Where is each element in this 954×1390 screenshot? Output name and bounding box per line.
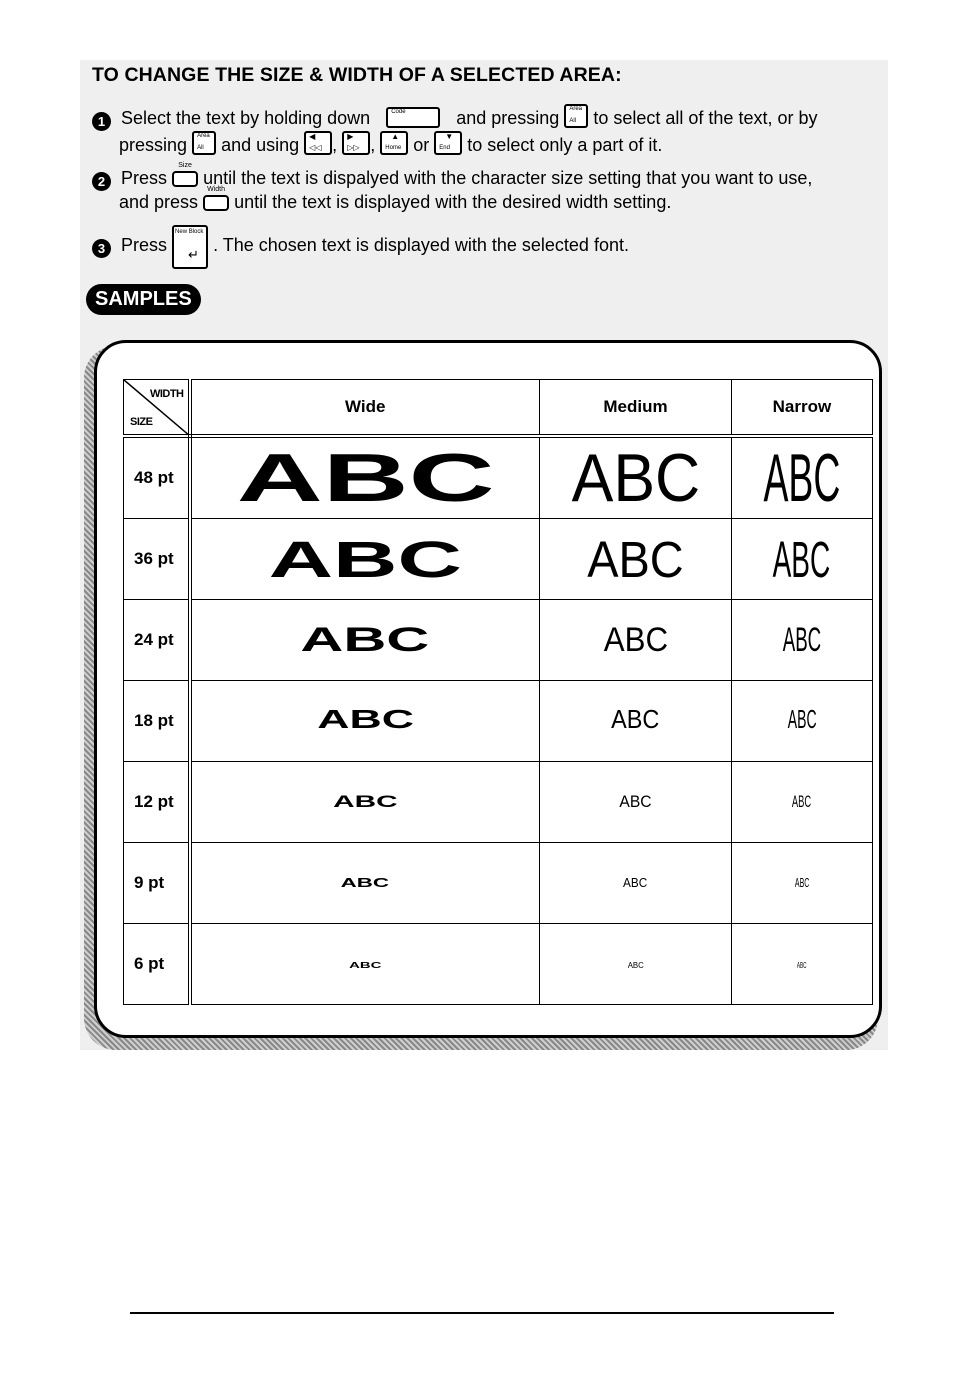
left-arrow-key-icon: ◀ ◁◁ (304, 131, 332, 155)
step-1-or: or (413, 135, 430, 155)
medium-sample-text: ABC (603, 621, 668, 659)
wide-cell (190, 681, 540, 762)
corner-size-label: SIZE (130, 416, 153, 428)
row-size-label: 6 pt (124, 924, 190, 1005)
narrow-cell (732, 924, 873, 1005)
narrow-cell (732, 762, 873, 843)
medium-cell (540, 843, 732, 924)
narrow-sample-text: ABC (763, 440, 841, 516)
row-size-label: 18 pt (124, 681, 190, 762)
table-row (124, 519, 873, 600)
step-2-line-2 (119, 186, 672, 214)
column-header-narrow: Narrow (732, 380, 873, 437)
step-number-1: 1 (92, 112, 111, 131)
medium-sample-text: ABC (611, 706, 660, 735)
wide-sample-text: ABC (300, 621, 430, 659)
medium-cell (540, 681, 732, 762)
size-key-icon (172, 171, 198, 187)
medium-sample-text: ABC (619, 791, 652, 811)
narrow-sample-text: ABC (792, 791, 812, 811)
table-row (124, 436, 873, 519)
step-2-text-c: and press (119, 192, 199, 212)
table-row (124, 681, 873, 762)
step-1-line-2: pressing Area All and using ◀ ◁◁ , ▶ ▷▷ , ▲ Home or ▼ End to select only a part of it. (119, 132, 663, 155)
medium-cell (540, 924, 732, 1005)
step-3-text-b: . The chosen text is displayed with the selected font. (213, 235, 629, 255)
table-row (124, 843, 873, 924)
step-2 (92, 162, 813, 191)
table-row (124, 924, 873, 1005)
narrow-cell (732, 843, 873, 924)
row-size-label: 9 pt (124, 843, 190, 924)
wide-cell (190, 519, 540, 600)
code-key-icon: Code (386, 107, 440, 128)
step-2-text-b: until the text is dispalyed with the character size setting that you want to use, (203, 168, 813, 188)
wide-sample-text: ABC (341, 875, 390, 890)
step-3-text-a: Press (121, 235, 168, 255)
step-1-text-d: pressing (119, 135, 188, 155)
wide-cell (190, 843, 540, 924)
area-all-key-icon: Area All (564, 104, 588, 128)
narrow-cell (732, 681, 873, 762)
wide-cell (190, 436, 540, 519)
wide-sample-text: ABC (236, 440, 495, 516)
size-key (172, 162, 198, 190)
narrow-sample-text: ABC (794, 875, 810, 890)
medium-cell (540, 600, 732, 681)
narrow-cell (732, 436, 873, 519)
new-block-key-icon: New Block ↵ (172, 225, 208, 269)
wide-cell (190, 924, 540, 1005)
footer-rule (130, 1312, 834, 1314)
row-size-label: 36 pt (124, 519, 190, 600)
medium-sample-text: ABC (587, 530, 684, 588)
up-arrow-key-icon: ▲ Home (380, 131, 408, 155)
corner-width-label: WIDTH (149, 388, 184, 400)
narrow-sample-text: ABC (773, 530, 831, 588)
row-size-label: 12 pt (124, 762, 190, 843)
samples-badge: SAMPLES (86, 284, 201, 315)
narrow-cell (732, 600, 873, 681)
size-key-label: Size (178, 162, 192, 169)
down-arrow-key-icon: ▼ End (434, 131, 462, 155)
wide-cell (190, 600, 540, 681)
step-1 (92, 104, 817, 131)
wide-sample-text: ABC (349, 960, 382, 970)
narrow-sample-text: ABC (782, 621, 822, 659)
area-all-key-icon-2: Area All (192, 131, 216, 155)
step-2-text-d: until the text is displayed with the desired width setting. (234, 192, 672, 212)
narrow-cell (732, 519, 873, 600)
table-row (124, 600, 873, 681)
row-size-label: 48 pt (124, 436, 190, 519)
medium-sample-text: ABC (627, 960, 644, 970)
medium-sample-text: ABC (623, 875, 648, 890)
step-3 (92, 225, 629, 269)
width-key-icon (203, 195, 229, 211)
step-1-text-b: and pressing (456, 108, 560, 128)
width-key-label: Width (207, 186, 226, 193)
narrow-sample-text: ABC (787, 706, 817, 735)
step-1-text-f: to select only a part of it. (467, 135, 663, 155)
step-1-text-a: Select the text by holding down (121, 108, 371, 128)
column-header-medium: Medium (540, 380, 732, 437)
section-heading: TO CHANGE THE SIZE & WIDTH OF A SELECTED AREA: (92, 64, 622, 86)
medium-cell (540, 519, 732, 600)
wide-cell (190, 762, 540, 843)
column-header-wide: Wide (190, 380, 540, 437)
step-2-text-a: Press (121, 168, 168, 188)
table-row (124, 762, 873, 843)
wide-sample-text: ABC (316, 706, 414, 735)
step-1-text-c: to select all of the text, or by (593, 108, 818, 128)
narrow-sample-text: ABC (797, 960, 807, 970)
step-1-text-e: and using (221, 135, 300, 155)
right-arrow-key-icon: ▶ ▷▷ (342, 131, 370, 155)
width-key (203, 186, 229, 214)
step-number-2: 2 (92, 172, 111, 191)
corner-cell (124, 380, 190, 437)
step-number-3: 3 (92, 239, 111, 258)
row-size-label: 24 pt (124, 600, 190, 681)
wide-sample-text: ABC (333, 791, 398, 811)
medium-cell (540, 436, 732, 519)
medium-sample-text: ABC (571, 440, 700, 516)
wide-sample-text: ABC (268, 530, 462, 588)
samples-table (123, 379, 873, 1005)
medium-cell (540, 762, 732, 843)
